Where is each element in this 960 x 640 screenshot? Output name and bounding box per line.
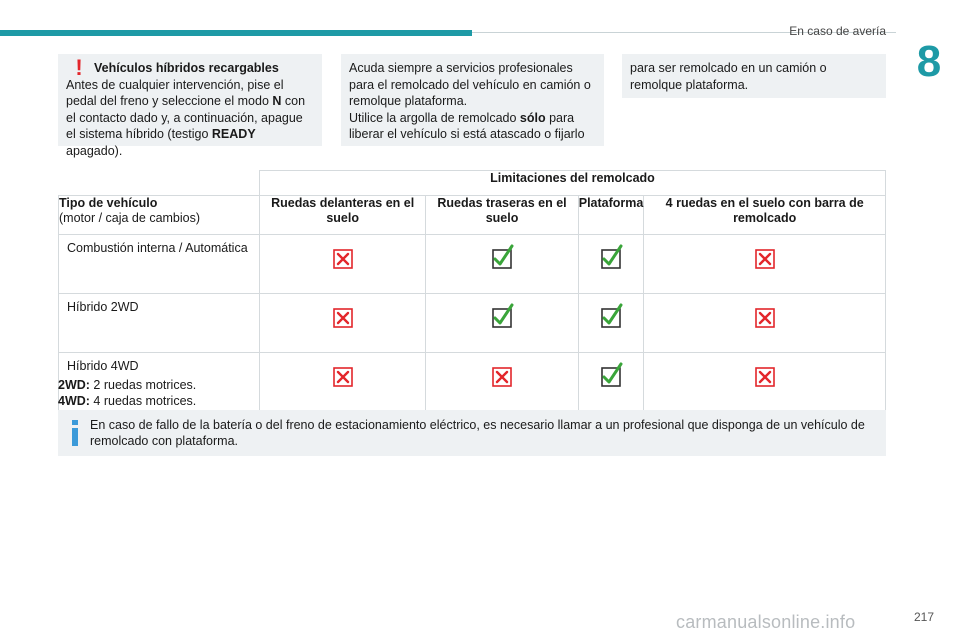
- forbidden-cross-icon: [492, 367, 512, 387]
- row-vehicle-name: Combustión interna / Automática: [59, 235, 260, 294]
- forbidden-cross-icon: [333, 308, 353, 328]
- table-row: [59, 294, 886, 353]
- legend-4wd-text: 4 ruedas motrices.: [89, 394, 197, 408]
- allowed-check-icon: [601, 367, 621, 387]
- cell-front-wheels: [260, 235, 426, 294]
- chapter-number: 8: [916, 37, 942, 86]
- cell-tow-bar: [644, 294, 886, 353]
- cell-rear-wheels: [426, 235, 578, 294]
- towing-info-continued-text: para ser remolcado en un camión o remolque plataforma.: [630, 61, 827, 92]
- warning-mode: N: [272, 94, 282, 108]
- info-note: [58, 410, 886, 456]
- warning-text-2: con el contacto dado y, a continuación, apague el sistema híbrido (testigo: [66, 94, 306, 141]
- row-vehicle-name: Híbrido 2WD: [59, 294, 260, 353]
- col-front-wheels: Ruedas delanteras en el suelo: [260, 196, 426, 235]
- towing-info-text-2c: para liberar el vehículo si está atascado o fijarlo: [349, 110, 585, 141]
- forbidden-cross-icon: [755, 249, 775, 269]
- drive-legend: [58, 377, 196, 409]
- row-vehicle-name: Híbrido 4WD: [59, 353, 260, 412]
- col-rear-wheels: Ruedas traseras en el suelo: [426, 196, 578, 235]
- table-group-header: Limitaciones del remolcado: [260, 171, 886, 196]
- allowed-check-icon: [492, 308, 512, 328]
- header-accent-bar: [0, 30, 472, 36]
- col-platform: Plataforma: [578, 196, 644, 235]
- forbidden-cross-icon: [333, 249, 353, 269]
- towing-info-emphasis: sólo: [519, 110, 546, 125]
- cell-platform: [578, 235, 644, 294]
- forbidden-cross-icon: [755, 308, 775, 328]
- forbidden-cross-icon: [755, 367, 775, 387]
- table-corner: [59, 171, 260, 196]
- cell-tow-bar: [644, 353, 886, 412]
- warning-box: [58, 54, 322, 158]
- page-number: 217: [913, 610, 934, 624]
- cell-rear-wheels: [426, 294, 578, 353]
- cell-front-wheels: [260, 294, 426, 353]
- legend-2wd-key: 2WD:: [58, 378, 90, 392]
- watermark: carmanualsonline.info: [676, 612, 856, 632]
- legend-4wd-key: 4WD:: [58, 394, 90, 408]
- table-row: [59, 235, 886, 294]
- forbidden-cross-icon: [333, 367, 353, 387]
- warning-indicator: READY: [211, 127, 256, 141]
- towing-limitations-table: [58, 170, 886, 412]
- col-vehicle-title: Tipo de vehículo: [59, 196, 158, 210]
- cell-front-wheels: [260, 353, 426, 412]
- towing-info-box: [341, 54, 604, 146]
- info-note-text: En caso de fallo de la batería o del freno de estacionamiento eléctrico, es necesario llamar a un profesional que disponga de un vehículo de remolcado con plataforma.: [90, 418, 865, 448]
- allowed-check-icon: [601, 249, 621, 269]
- col-tow-bar: 4 ruedas en el suelo con barra de remolcado: [644, 196, 886, 235]
- allowed-check-icon: [601, 308, 621, 328]
- warning-text-3: apagado).: [66, 143, 123, 158]
- towing-info-continued-box: [622, 54, 886, 98]
- section-title: En caso de avería: [789, 24, 886, 38]
- cell-platform: [578, 294, 644, 353]
- cell-platform: [578, 353, 644, 412]
- info-icon: [70, 420, 80, 446]
- warning-text-1: Antes de cualquier intervención, pise el pedal del freno y seleccione el modo: [66, 77, 284, 108]
- cell-rear-wheels: [426, 353, 578, 412]
- towing-info-text-2a: Utilice la argolla de remolcado: [349, 110, 520, 125]
- col-vehicle-type: [59, 196, 260, 235]
- towing-info-text-1: Acuda siempre a servicios profesionales para el remolcado del vehículo en camión o remolque plataforma.: [349, 61, 591, 108]
- allowed-check-icon: [492, 249, 512, 269]
- col-vehicle-sub: (motor / caja de cambios): [59, 211, 201, 225]
- cell-tow-bar: [644, 235, 886, 294]
- warning-icon: !: [75, 55, 83, 80]
- legend-2wd-text: 2 ruedas motrices.: [89, 378, 197, 392]
- warning-title: Vehículos híbridos recargables: [94, 61, 279, 75]
